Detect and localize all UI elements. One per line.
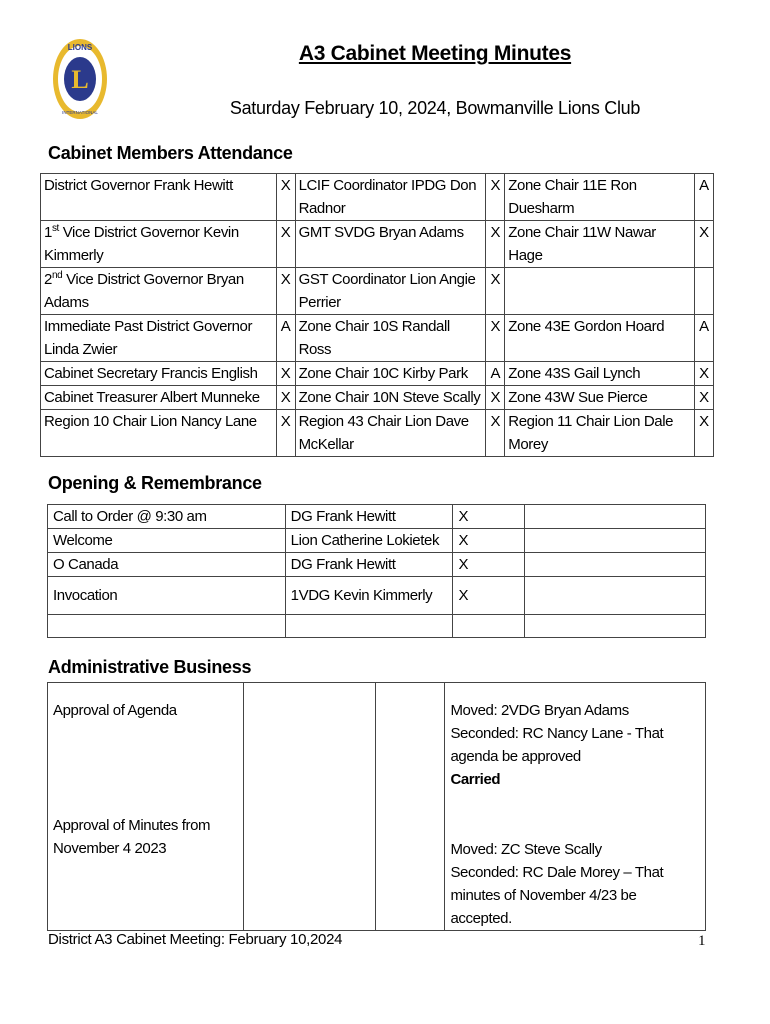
opening-row — [48, 505, 706, 529]
opening-row — [48, 577, 706, 615]
attendance-mark: X — [699, 224, 709, 241]
presenter: DG Frank Hewitt — [285, 553, 453, 577]
member-name-cell — [295, 221, 486, 268]
ordinal-suffix: st — [51, 223, 59, 234]
note — [525, 615, 706, 638]
attendance-mark-cell — [276, 221, 295, 268]
attendance-mark-cell — [276, 410, 295, 457]
member-name: Region 11 Chair Lion Dale Morey — [508, 413, 674, 453]
done-mark — [453, 615, 525, 638]
member-name-cell — [41, 174, 277, 221]
document-subtitle: Saturday February 10, 2024, Bowmanville Lions Club — [229, 98, 641, 118]
attendance-mark-cell — [694, 386, 713, 410]
member-name: Immediate Past District Governor Linda Zwier — [44, 318, 253, 358]
attendance-row — [41, 221, 714, 268]
opening-row — [48, 529, 706, 553]
member-name: Zone Chair 10S Randall Ross — [298, 318, 450, 358]
attendance-mark-cell — [276, 268, 295, 315]
member-name-cell — [505, 386, 695, 410]
attendance-mark: A — [280, 318, 291, 335]
opening-table — [47, 504, 706, 638]
done-mark: X — [453, 529, 525, 553]
member-name-cell — [295, 315, 486, 362]
member-name-cell — [505, 315, 695, 362]
attendance-mark: X — [490, 271, 501, 288]
opening-row — [48, 615, 706, 638]
attendance-mark-cell — [276, 174, 295, 221]
member-name-cell — [295, 174, 486, 221]
admin-motion-cell — [445, 683, 706, 931]
attendance-mark: X — [490, 389, 501, 406]
member-name-cell — [41, 221, 277, 268]
attendance-mark: X — [280, 413, 291, 430]
member-name: Vice District Governor Bryan Adams — [44, 271, 244, 311]
attendance-row — [41, 174, 714, 221]
attendance-mark-cell — [694, 221, 713, 268]
minutes-item: Approval of Minutes from November 4 2023 — [53, 817, 211, 857]
attendance-mark: X — [490, 413, 501, 430]
done-mark: X — [453, 577, 525, 615]
presenter: 1VDG Kevin Kimmerly — [285, 577, 453, 615]
member-name-cell — [41, 362, 277, 386]
note — [525, 529, 706, 553]
attendance-mark-cell — [694, 174, 713, 221]
attendance-mark-cell — [694, 315, 713, 362]
member-name: Zone 43S Gail Lynch — [508, 365, 641, 382]
document-title: A3 Cabinet Meeting Minutes — [298, 42, 572, 65]
member-name-cell — [295, 386, 486, 410]
logo-text-bottom: INTERNATIONAL — [62, 110, 98, 115]
attendance-table — [40, 173, 714, 457]
opening-row — [48, 553, 706, 577]
member-name: Zone Chair 10C Kirby Park — [298, 365, 468, 382]
opening-heading: Opening & Remembrance — [48, 473, 262, 493]
attendance-mark-cell — [694, 362, 713, 386]
member-name-cell — [41, 410, 277, 457]
member-name-cell — [295, 362, 486, 386]
attendance-mark: A — [699, 318, 709, 335]
agenda-seconded: Seconded: RC Nancy Lane - That agenda be approved — [450, 725, 664, 765]
agenda-result: Carried — [450, 771, 501, 788]
member-name-cell — [41, 386, 277, 410]
attendance-mark: A — [490, 365, 501, 382]
member-name: District Governor Frank Hewitt — [44, 177, 233, 194]
member-name: Region 43 Chair Lion Dave McKellar — [298, 413, 469, 453]
attendance-mark-cell — [486, 315, 505, 362]
member-name-cell — [505, 174, 695, 221]
logo-letter: L — [71, 65, 89, 94]
member-name-cell — [505, 268, 695, 315]
attendance-mark-cell — [276, 315, 295, 362]
member-name: LCIF Coordinator IPDG Don Radnor — [298, 177, 477, 217]
attendance-mark-cell — [486, 174, 505, 221]
member-name: Zone 43E Gordon Hoard — [508, 318, 665, 335]
member-name-cell — [505, 410, 695, 457]
ordinal-number: 2 — [44, 271, 52, 288]
attendance-row — [41, 362, 714, 386]
ordinal-suffix: nd — [51, 270, 63, 281]
attendance-row — [41, 315, 714, 362]
attendance-row — [41, 386, 714, 410]
member-name-cell — [295, 410, 486, 457]
agenda-item: Welcome — [48, 529, 286, 553]
done-mark: X — [453, 553, 525, 577]
attendance-row — [41, 268, 714, 315]
attendance-mark: X — [490, 177, 501, 194]
member-name-cell — [41, 315, 277, 362]
admin-item-cell — [48, 683, 244, 931]
agenda-item: Invocation — [48, 577, 286, 615]
page-number: 1 — [698, 933, 706, 949]
member-name-cell — [505, 362, 695, 386]
attendance-mark: X — [280, 271, 291, 288]
agenda-item: O Canada — [48, 553, 286, 577]
agenda-item: Call to Order @ 9:30 am — [48, 505, 286, 529]
member-name: Zone Chair 11E Ron Duesharm — [508, 177, 637, 217]
attendance-mark-cell — [486, 410, 505, 457]
agenda-moved: Moved: 2VDG Bryan Adams — [450, 702, 629, 719]
agenda-item: Approval of Agenda — [53, 702, 177, 719]
member-name-cell — [295, 268, 486, 315]
admin-table — [47, 682, 706, 931]
attendance-mark: X — [699, 413, 709, 430]
attendance-mark: X — [280, 224, 291, 241]
attendance-mark-cell — [486, 362, 505, 386]
member-name: GST Coordinator Lion Angie Perrier — [298, 271, 476, 311]
attendance-mark-cell — [694, 410, 713, 457]
minutes-seconded: Seconded: RC Dale Morey – That minutes of November 4/23 be accepted. — [450, 864, 664, 927]
agenda-item — [48, 615, 286, 638]
footer-text: District A3 Cabinet Meeting: February 10,2024 — [48, 931, 343, 948]
admin-empty-cell — [243, 683, 375, 931]
admin-heading: Administrative Business — [48, 657, 252, 677]
attendance-mark: X — [699, 365, 709, 382]
attendance-mark: X — [699, 389, 709, 406]
attendance-mark: X — [280, 389, 291, 406]
attendance-mark: X — [280, 365, 291, 382]
note — [525, 505, 706, 529]
admin-empty-cell — [375, 683, 445, 931]
admin-row — [48, 683, 706, 931]
attendance-mark: X — [490, 318, 501, 335]
attendance-mark-cell — [276, 386, 295, 410]
member-name: Cabinet Treasurer Albert Munneke — [44, 389, 260, 406]
attendance-mark: X — [490, 224, 501, 241]
presenter — [285, 615, 453, 638]
attendance-mark-cell — [486, 221, 505, 268]
ordinal-number: 1 — [44, 224, 52, 241]
attendance-mark: X — [280, 177, 291, 194]
member-name-cell — [41, 268, 277, 315]
member-name: Cabinet Secretary Francis English — [44, 365, 258, 382]
member-name: Region 10 Chair Lion Nancy Lane — [44, 413, 257, 430]
member-name: GMT SVDG Bryan Adams — [298, 224, 464, 241]
attendance-mark-cell — [486, 386, 505, 410]
member-name-cell — [505, 221, 695, 268]
logo-text-top: LIONS — [67, 43, 93, 52]
member-name: Vice District Governor Kevin Kimmerly — [44, 224, 239, 264]
note — [525, 577, 706, 615]
attendance-mark: A — [699, 177, 709, 194]
done-mark: X — [453, 505, 525, 529]
note — [525, 553, 706, 577]
presenter: Lion Catherine Lokietek — [285, 529, 453, 553]
attendance-heading: Cabinet Members Attendance — [48, 143, 293, 163]
member-name: Zone 43W Sue Pierce — [508, 389, 648, 406]
member-name: Zone Chair 11W Nawar Hage — [508, 224, 656, 264]
attendance-mark-cell — [276, 362, 295, 386]
attendance-mark-cell — [694, 268, 713, 315]
member-name: Zone Chair 10N Steve Scally — [298, 389, 481, 406]
attendance-row — [41, 410, 714, 457]
presenter: DG Frank Hewitt — [285, 505, 453, 529]
minutes-moved: Moved: ZC Steve Scally — [450, 841, 602, 858]
attendance-mark-cell — [486, 268, 505, 315]
